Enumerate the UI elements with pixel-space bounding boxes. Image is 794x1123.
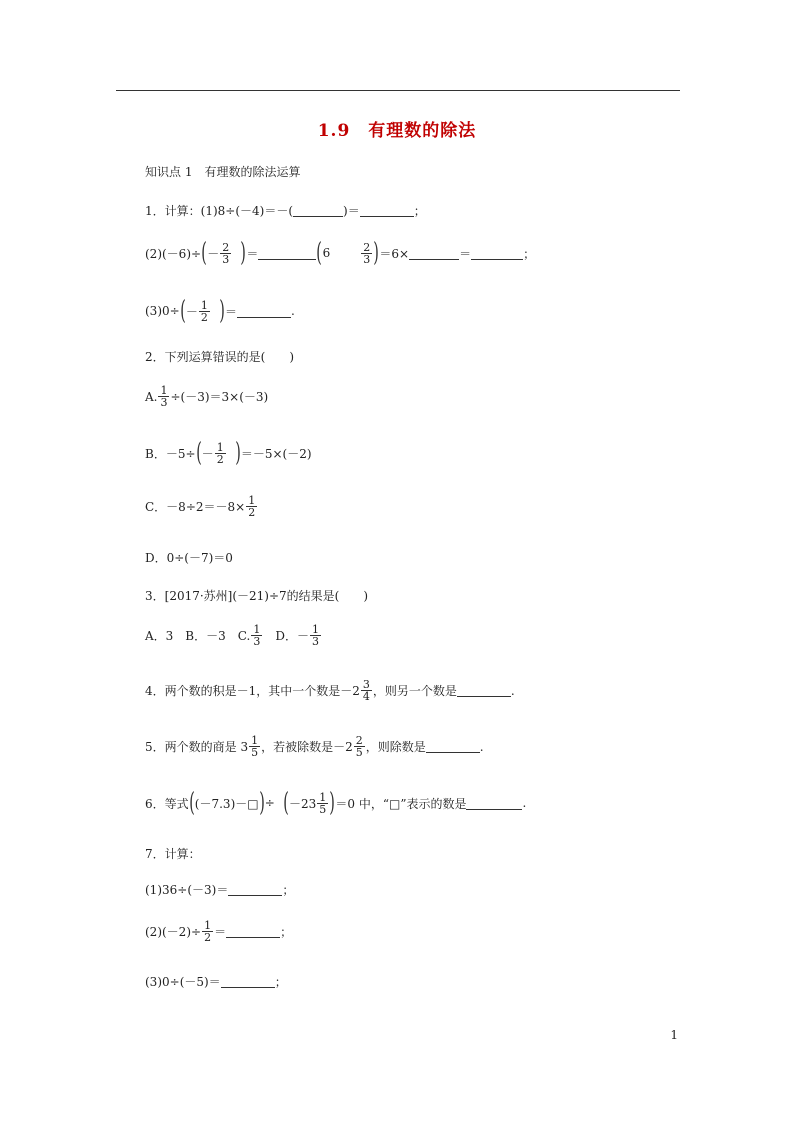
option-text: ＝－5×(－2) bbox=[240, 446, 312, 461]
q1c-eq: ＝ bbox=[225, 304, 238, 319]
q3-options bbox=[145, 624, 322, 647]
q7-part2 bbox=[145, 920, 292, 943]
q1c-end: . bbox=[291, 304, 295, 318]
paren-right: ) bbox=[373, 238, 380, 268]
fraction bbox=[249, 735, 260, 758]
q1b-eq2: ＝6× bbox=[379, 246, 410, 261]
q1-part3 bbox=[145, 298, 295, 324]
paren-left: ( bbox=[283, 788, 289, 818]
section-label: 知识点 1 有理数的除法运算 bbox=[145, 165, 301, 179]
denominator: 5 bbox=[319, 802, 327, 816]
fraction bbox=[310, 624, 321, 647]
q7-stem-text: 7．计算： bbox=[145, 847, 201, 861]
q4-text: 4．两个数的积是－1，其中一个数是－2 bbox=[145, 684, 360, 698]
paren-left: ( bbox=[316, 238, 323, 268]
q1b-minus: － bbox=[207, 246, 220, 261]
denominator: 2 bbox=[204, 931, 212, 944]
q1-blank-1[interactable] bbox=[293, 204, 343, 217]
option-label: A. bbox=[145, 389, 158, 404]
q5-text: 5．两个数的商是 3 bbox=[145, 740, 249, 754]
q1-blank-2[interactable] bbox=[360, 204, 414, 217]
minus-sign: － bbox=[201, 446, 214, 461]
q1-blank-6[interactable] bbox=[237, 305, 291, 318]
numerator: 1 bbox=[160, 384, 168, 397]
fraction bbox=[199, 300, 210, 323]
fraction bbox=[202, 920, 213, 943]
q7-eq: ＝ bbox=[214, 925, 227, 939]
q7-text: (3)0÷(－5)＝ bbox=[145, 975, 221, 989]
q3-stem bbox=[145, 587, 368, 604]
numerator: 1 bbox=[319, 790, 327, 804]
option-text: A．3 B．－3 C. bbox=[145, 629, 251, 643]
page-title: 1.9 有理数的除法 bbox=[317, 121, 477, 141]
q1b-six: 6 bbox=[322, 246, 331, 260]
denominator: 3 bbox=[311, 635, 319, 648]
fraction bbox=[354, 735, 365, 758]
fraction bbox=[251, 624, 262, 647]
option-text: D．0÷(－7)＝0 bbox=[145, 551, 233, 565]
paren-right: ) bbox=[219, 296, 225, 326]
q2-option-a bbox=[145, 385, 268, 408]
fraction bbox=[317, 792, 328, 815]
denominator: 5 bbox=[355, 746, 363, 759]
q5-text-2: ，若被除数是－2 bbox=[261, 740, 353, 754]
paren-left: ( bbox=[195, 438, 202, 468]
q6-text: 6．等式 bbox=[145, 796, 189, 811]
fraction bbox=[215, 442, 226, 465]
option-text: B．－5÷ bbox=[145, 446, 196, 461]
q2-stem-text: 2．下列运算错误的是( ) bbox=[145, 350, 294, 364]
q2-option-c bbox=[145, 495, 258, 518]
paren-left: ( bbox=[201, 238, 207, 268]
q7-blank-1[interactable] bbox=[228, 883, 282, 896]
denominator: 2 bbox=[200, 310, 208, 324]
q2-option-b bbox=[145, 440, 312, 466]
q4-text-2: ，则另一个数是 bbox=[372, 684, 457, 698]
q7-end: ； bbox=[280, 925, 293, 939]
q6-blank[interactable] bbox=[466, 797, 522, 810]
denominator: 3 bbox=[253, 635, 261, 648]
paren-right: ) bbox=[240, 238, 247, 268]
q1-blank-3[interactable] bbox=[258, 247, 316, 260]
q3-stem-text: 3．[2017·苏州](－21)÷7的结果是( ) bbox=[145, 589, 369, 603]
q4-end: . bbox=[510, 683, 515, 698]
numerator: 1 bbox=[216, 440, 224, 454]
q2-option-d bbox=[145, 549, 233, 566]
denominator: 4 bbox=[362, 690, 370, 703]
q5-end: . bbox=[479, 739, 484, 754]
q1-blank-5[interactable] bbox=[471, 247, 523, 260]
paren-left: ( bbox=[179, 296, 186, 326]
paren-right: ) bbox=[258, 788, 265, 818]
q6-div: ÷ bbox=[264, 796, 275, 810]
q7-end: ； bbox=[274, 975, 287, 989]
q7-text: (1)36÷(－3)＝ bbox=[145, 883, 229, 897]
header-rule bbox=[116, 90, 680, 91]
numerator: 2 bbox=[355, 734, 363, 747]
page-number: 1 bbox=[670, 1028, 678, 1042]
q4 bbox=[145, 679, 515, 702]
q1b-end: ； bbox=[523, 246, 536, 261]
q1-text-3: ； bbox=[413, 204, 426, 218]
q6-end: . bbox=[522, 796, 527, 810]
q2-stem bbox=[145, 348, 294, 365]
q1-part2 bbox=[145, 240, 535, 266]
numerator: 1 bbox=[204, 919, 212, 932]
q6 bbox=[145, 790, 526, 816]
q5 bbox=[145, 735, 484, 758]
q1b-eq: ＝ bbox=[246, 246, 259, 261]
q7-part3 bbox=[145, 973, 287, 990]
numerator: 1 bbox=[200, 298, 208, 312]
q6-text-2: (－7.3)－□ bbox=[194, 796, 259, 811]
paren-right: ) bbox=[329, 788, 336, 818]
denominator: 2 bbox=[216, 452, 224, 466]
q7-part1 bbox=[145, 881, 294, 898]
q6-minus: －23 bbox=[288, 796, 317, 811]
numerator: 1 bbox=[253, 623, 261, 636]
fraction bbox=[361, 679, 372, 702]
q1c-minus: － bbox=[185, 304, 198, 319]
q7-stem bbox=[145, 845, 201, 862]
option-text: D．－ bbox=[263, 629, 309, 643]
paren-right: ) bbox=[234, 438, 241, 468]
q7-blank-3[interactable] bbox=[221, 975, 275, 988]
q1-part1 bbox=[145, 202, 426, 219]
q1b-pre: (2)(－6)÷ bbox=[145, 246, 202, 261]
option-text: ÷(－3)＝3×(－3) bbox=[170, 390, 269, 404]
q1b-eq3: ＝ bbox=[459, 246, 472, 261]
q7-end: ； bbox=[282, 883, 295, 897]
q7-blank-2[interactable] bbox=[226, 925, 280, 938]
denominator: 3 bbox=[160, 396, 168, 409]
q5-blank[interactable] bbox=[426, 740, 480, 753]
denominator: 3 bbox=[363, 252, 371, 266]
numerator: 2 bbox=[363, 240, 371, 254]
q6-text-3: ＝0 中，“□”表示的数是 bbox=[335, 796, 467, 811]
fraction bbox=[220, 242, 231, 265]
q1-text-2: )＝ bbox=[343, 204, 360, 218]
denominator: 5 bbox=[251, 746, 259, 759]
q1-blank-4[interactable] bbox=[409, 247, 459, 260]
section-heading bbox=[145, 163, 300, 180]
numerator: 2 bbox=[222, 240, 230, 254]
denominator: 2 bbox=[248, 506, 256, 519]
denominator: 3 bbox=[222, 252, 230, 266]
numerator: 1 bbox=[251, 734, 259, 747]
q7-text: (2)(－2)÷ bbox=[145, 925, 202, 939]
numerator: 1 bbox=[248, 494, 256, 507]
option-text: C．－8÷2＝－8× bbox=[145, 500, 246, 514]
fraction bbox=[361, 242, 372, 265]
numerator: 1 bbox=[311, 623, 319, 636]
fraction bbox=[158, 385, 169, 408]
q4-blank[interactable] bbox=[457, 684, 511, 697]
q1c-pre: (3)0÷ bbox=[145, 304, 180, 318]
q1-text: 1．计算：(1)8÷(－4)＝－( bbox=[145, 204, 294, 218]
numerator: 3 bbox=[362, 678, 370, 691]
q5-text-3: ，则除数是 bbox=[365, 740, 426, 754]
paren-left: ( bbox=[188, 788, 195, 818]
fraction bbox=[246, 495, 257, 518]
